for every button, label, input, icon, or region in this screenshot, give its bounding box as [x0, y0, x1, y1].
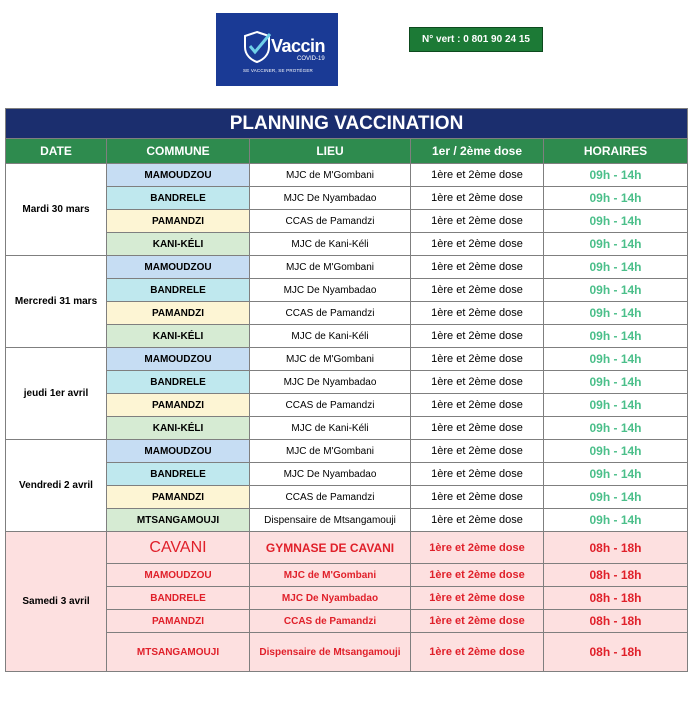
- lieu-cell: CCAS de Pamandzi: [250, 394, 411, 417]
- date-cell: jeudi 1er avril: [6, 348, 107, 440]
- vaccin-covid-logo: [216, 13, 338, 86]
- commune-cell: MAMOUDZOU: [107, 440, 250, 463]
- commune-cell: MAMOUDZOU: [107, 256, 250, 279]
- hours-cell: 09h - 14h: [544, 486, 688, 509]
- lieu-cell: MJC de M'Gombani: [250, 348, 411, 371]
- lieu-cell: Dispensaire de Mtsangamouji: [250, 509, 411, 532]
- hours-cell: 09h - 14h: [544, 233, 688, 256]
- dose-cell: 1ère et 2ème dose: [411, 164, 544, 187]
- hours-cell: 08h - 18h: [544, 532, 688, 564]
- logo-subtitle: COVID-19: [297, 56, 325, 62]
- dose-cell: 1ère et 2ème dose: [411, 233, 544, 256]
- dose-cell: 1ère et 2ème dose: [411, 302, 544, 325]
- header-dose: 1er / 2ème dose: [411, 139, 544, 164]
- hours-cell: 09h - 14h: [544, 210, 688, 233]
- lieu-cell: MJC De Nyambadao: [250, 187, 411, 210]
- table-row: [6, 256, 688, 279]
- commune-cell: MAMOUDZOU: [107, 164, 250, 187]
- dose-cell: 1ère et 2ème dose: [411, 325, 544, 348]
- table-row: [6, 233, 688, 256]
- date-cell: Samedi 3 avril: [6, 532, 107, 672]
- dose-cell: 1ère et 2ème dose: [411, 463, 544, 486]
- commune-cell: BANDRELE: [107, 463, 250, 486]
- table-row: [6, 417, 688, 440]
- lieu-cell: MJC de Kani-Kéli: [250, 325, 411, 348]
- dose-cell: 1ère et 2ème dose: [411, 187, 544, 210]
- logo-slogan: SE VACCINER, SE PROTÉGER: [243, 68, 313, 73]
- page-title: PLANNING VACCINATION: [6, 109, 688, 139]
- hours-cell: 09h - 14h: [544, 325, 688, 348]
- dose-cell: 1ère et 2ème dose: [411, 210, 544, 233]
- table-row: [6, 486, 688, 509]
- commune-cell: PAMANDZI: [107, 486, 250, 509]
- table-row: [6, 587, 688, 610]
- dose-cell: 1ère et 2ème dose: [411, 587, 544, 610]
- commune-cell: BANDRELE: [107, 279, 250, 302]
- table-row: [6, 279, 688, 302]
- lieu-cell: MJC de M'Gombani: [250, 164, 411, 187]
- dose-cell: 1ère et 2ème dose: [411, 633, 544, 672]
- dose-cell: 1ère et 2ème dose: [411, 486, 544, 509]
- lieu-cell: MJC de Kani-Kéli: [250, 233, 411, 256]
- dose-cell: 1ère et 2ème dose: [411, 256, 544, 279]
- lieu-cell: GYMNASE DE CAVANI: [250, 532, 411, 564]
- dose-cell: 1ère et 2ème dose: [411, 394, 544, 417]
- lieu-cell: MJC de M'Gombani: [250, 564, 411, 587]
- table-row: [6, 187, 688, 210]
- dose-cell: 1ère et 2ème dose: [411, 564, 544, 587]
- table-row: [6, 532, 688, 564]
- dose-cell: 1ère et 2ème dose: [411, 371, 544, 394]
- commune-cell: PAMANDZI: [107, 210, 250, 233]
- hours-cell: 08h - 18h: [544, 587, 688, 610]
- dose-cell: 1ère et 2ème dose: [411, 440, 544, 463]
- dose-cell: 1ère et 2ème dose: [411, 610, 544, 633]
- header-lieu: LIEU: [250, 139, 411, 164]
- commune-cell: KANI-KÉLI: [107, 233, 250, 256]
- lieu-cell: MJC de M'Gombani: [250, 440, 411, 463]
- hotline-box: N° vert : 0 801 90 24 15: [409, 27, 543, 52]
- commune-cell: MAMOUDZOU: [107, 348, 250, 371]
- shield-check-icon: [242, 30, 272, 64]
- lieu-cell: CCAS de Pamandzi: [250, 302, 411, 325]
- vaccination-schedule-table: [5, 108, 688, 672]
- table-row: [6, 440, 688, 463]
- commune-cell: KANI-KÉLI: [107, 325, 250, 348]
- hours-cell: 09h - 14h: [544, 256, 688, 279]
- hours-cell: 08h - 18h: [544, 564, 688, 587]
- lieu-cell: Dispensaire de Mtsangamouji: [250, 633, 411, 672]
- table-row: [6, 394, 688, 417]
- dose-cell: 1ère et 2ème dose: [411, 417, 544, 440]
- dose-cell: 1ère et 2ème dose: [411, 348, 544, 371]
- dose-cell: 1ère et 2ème dose: [411, 509, 544, 532]
- table-row: [6, 348, 688, 371]
- hours-cell: 08h - 18h: [544, 633, 688, 672]
- hours-cell: 09h - 14h: [544, 348, 688, 371]
- lieu-cell: CCAS de Pamandzi: [250, 610, 411, 633]
- hours-cell: 09h - 14h: [544, 417, 688, 440]
- header-horaires: HORAIRES: [544, 139, 688, 164]
- table-row: [6, 302, 688, 325]
- lieu-cell: CCAS de Pamandzi: [250, 486, 411, 509]
- dose-cell: 1ère et 2ème dose: [411, 532, 544, 564]
- hours-cell: 09h - 14h: [544, 302, 688, 325]
- commune-cell: MTSANGAMOUJI: [107, 509, 250, 532]
- hours-cell: 09h - 14h: [544, 371, 688, 394]
- table-row: [6, 564, 688, 587]
- table-row: [6, 210, 688, 233]
- header-date: DATE: [6, 139, 107, 164]
- lieu-cell: MJC de Kani-Kéli: [250, 417, 411, 440]
- commune-cell: PAMANDZI: [107, 394, 250, 417]
- header-commune: COMMUNE: [107, 139, 250, 164]
- lieu-cell: MJC de M'Gombani: [250, 256, 411, 279]
- table-row: [6, 463, 688, 486]
- lieu-cell: MJC De Nyambadao: [250, 371, 411, 394]
- hours-cell: 09h - 14h: [544, 187, 688, 210]
- table-row: [6, 325, 688, 348]
- table-row: [6, 633, 688, 672]
- dose-cell: 1ère et 2ème dose: [411, 279, 544, 302]
- table-header-row: [6, 139, 688, 164]
- table-row: [6, 610, 688, 633]
- lieu-cell: CCAS de Pamandzi: [250, 210, 411, 233]
- table-row: [6, 509, 688, 532]
- hours-cell: 09h - 14h: [544, 440, 688, 463]
- logo-brand: Vaccin: [271, 36, 326, 56]
- date-cell: Vendredi 2 avril: [6, 440, 107, 532]
- commune-cell: BANDRELE: [107, 371, 250, 394]
- lieu-cell: MJC De Nyambadao: [250, 587, 411, 610]
- hours-cell: 09h - 14h: [544, 509, 688, 532]
- commune-cell: BANDRELE: [107, 187, 250, 210]
- commune-cell: MAMOUDZOU: [107, 564, 250, 587]
- table-row: [6, 164, 688, 187]
- date-cell: Mercredi 31 mars: [6, 256, 107, 348]
- hours-cell: 09h - 14h: [544, 394, 688, 417]
- commune-cell: PAMANDZI: [107, 302, 250, 325]
- table-row: [6, 371, 688, 394]
- commune-cell: MTSANGAMOUJI: [107, 633, 250, 672]
- hours-cell: 08h - 18h: [544, 610, 688, 633]
- lieu-cell: MJC De Nyambadao: [250, 279, 411, 302]
- date-cell: Mardi 30 mars: [6, 164, 107, 256]
- hours-cell: 09h - 14h: [544, 463, 688, 486]
- hours-cell: 09h - 14h: [544, 164, 688, 187]
- hours-cell: 09h - 14h: [544, 279, 688, 302]
- commune-cell: CAVANI: [107, 532, 250, 564]
- commune-cell: KANI-KÉLI: [107, 417, 250, 440]
- commune-cell: PAMANDZI: [107, 610, 250, 633]
- commune-cell: BANDRELE: [107, 587, 250, 610]
- lieu-cell: MJC De Nyambadao: [250, 463, 411, 486]
